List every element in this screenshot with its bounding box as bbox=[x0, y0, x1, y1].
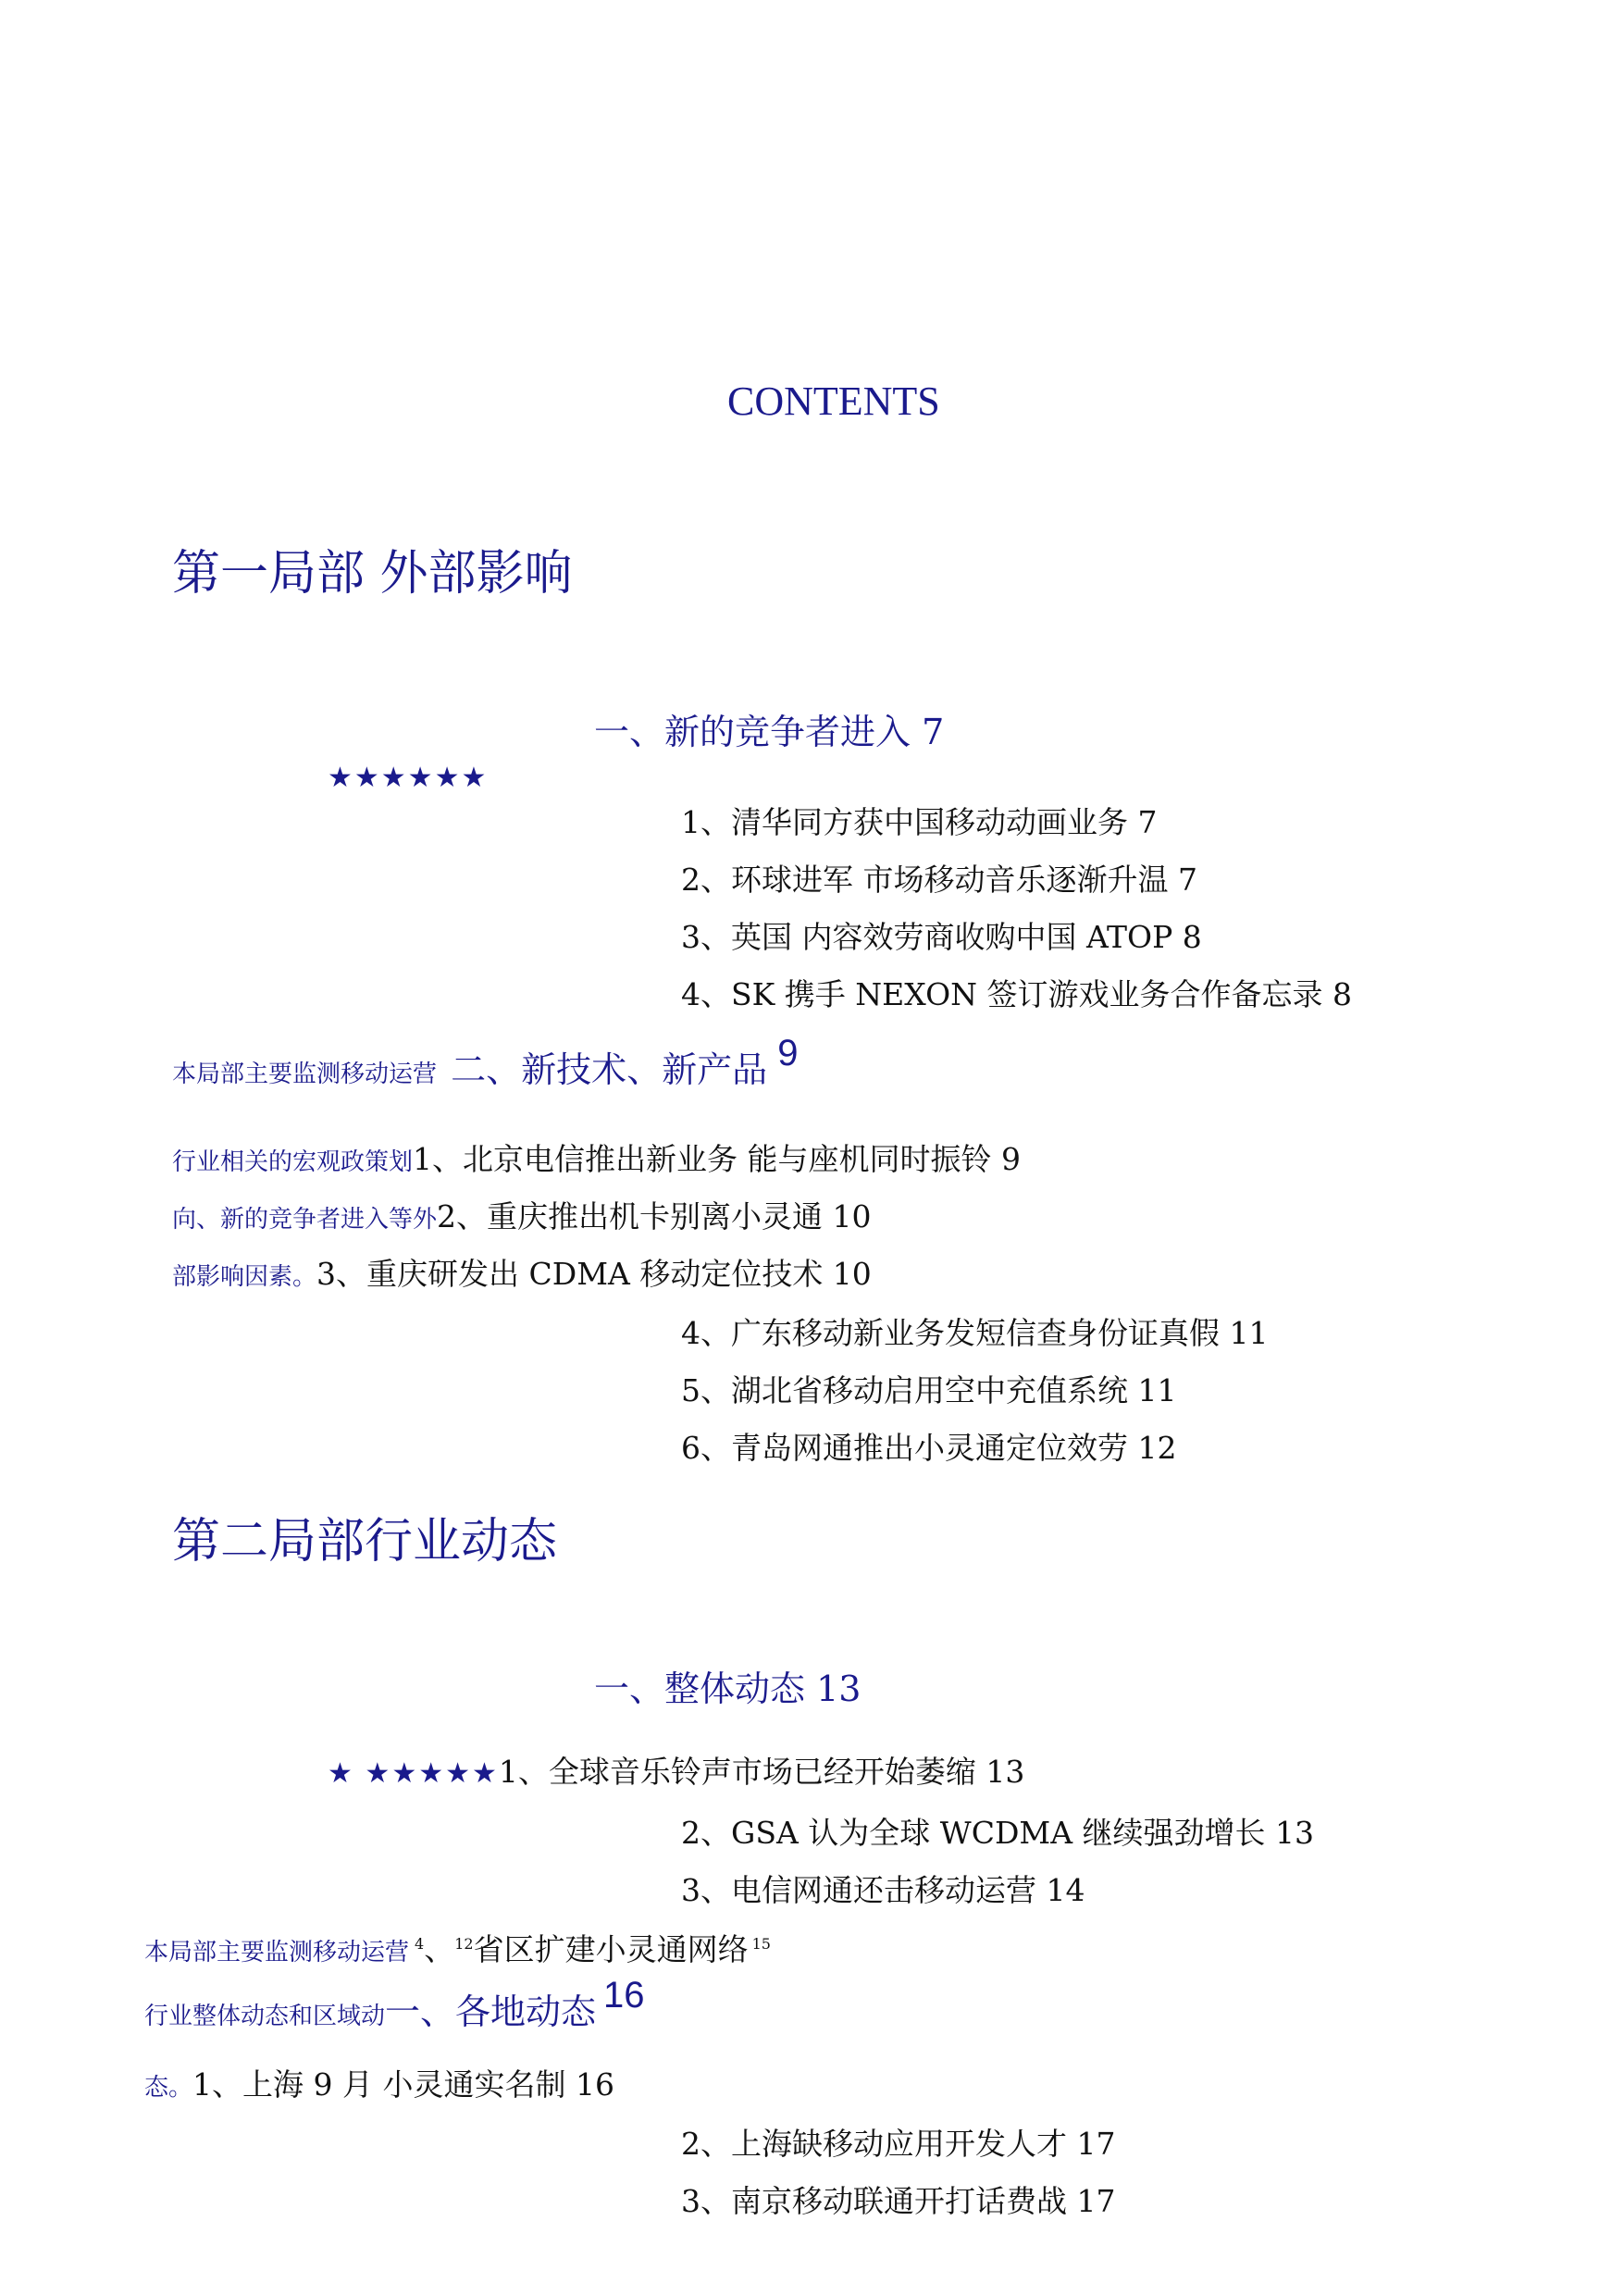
part1-section2-heading[interactable]: 二、新技术、新产品 bbox=[451, 1049, 768, 1090]
part1-section2-row bbox=[172, 1033, 799, 1090]
part1-section1-heading[interactable] bbox=[594, 714, 944, 750]
mixed-row bbox=[144, 1931, 771, 1967]
sidebar-note: 行业相关的宏观政策划 bbox=[172, 1148, 414, 1176]
part2-heading: 第二局部行业动态 bbox=[172, 1514, 558, 1569]
stars-row bbox=[328, 1756, 1024, 1788]
toc-item[interactable]: 3、电信网通还击移动运营 14 bbox=[681, 1872, 1085, 1908]
mixed-row bbox=[172, 1256, 872, 1292]
mixed-row bbox=[144, 1975, 645, 2032]
toc-item[interactable]: 3、重庆研发出 CDMA 移动定位技术 10 bbox=[316, 1256, 872, 1292]
part1-heading: 第一局部 外部影响 bbox=[172, 546, 573, 602]
section-page-number: 13 bbox=[816, 1669, 862, 1709]
sidebar-note: 态。 bbox=[144, 2074, 193, 2102]
sidebar-note: 本局部主要监测移动运营 bbox=[172, 1061, 438, 1088]
mixed-row bbox=[172, 1141, 1021, 1177]
mixed-row bbox=[144, 2066, 614, 2103]
toc-separator: 、 bbox=[424, 1931, 455, 1967]
toc-item[interactable]: 1、全球音乐铃声市场已经开始萎缩 13 bbox=[498, 1754, 1025, 1790]
toc-item[interactable]: 1、北京电信推出新业务 能与座机同时振铃 9 bbox=[413, 1141, 1021, 1177]
sidebar-note: 向、新的竞争者进入等外 bbox=[172, 1206, 438, 1234]
star-rating: ★ ★★★★★ bbox=[328, 1757, 499, 1790]
section-page-number: 7 bbox=[922, 712, 945, 752]
mixed-row bbox=[172, 1198, 872, 1234]
sidebar-note: 行业整体动态和区域动 bbox=[144, 2003, 386, 2030]
part2-section2-heading[interactable]: 一、各地动态 bbox=[385, 1991, 597, 2032]
toc-item[interactable]: 4、SK 携手 NEXON 签订游戏业务合作备忘录 8 bbox=[681, 976, 1353, 1012]
section-page-number: 9 bbox=[777, 1033, 799, 1073]
page-title: CONTENTS bbox=[727, 378, 940, 424]
section-page-number: 16 bbox=[603, 1975, 645, 2016]
superscript: 12 bbox=[454, 1935, 474, 1953]
toc-item[interactable]: 1、上海 9 月 小灵通实名制 16 bbox=[192, 2066, 614, 2103]
superscript: 4 bbox=[415, 1935, 425, 1953]
toc-item[interactable]: 2、环球进军 市场移动音乐逐渐升温 7 bbox=[681, 862, 1197, 898]
sidebar-note: 部影响因素。 bbox=[172, 1263, 317, 1291]
toc-item[interactable]: 2、上海缺移动应用开发人才 17 bbox=[681, 2126, 1116, 2162]
superscript: 15 bbox=[751, 1935, 771, 1953]
sidebar-note: 本局部主要监测移动运营 bbox=[144, 1939, 410, 1966]
section-label: 一、整体动态 bbox=[594, 1669, 806, 1709]
toc-item[interactable]: 6、青岛网通推出小灵通定位效劳 12 bbox=[681, 1430, 1177, 1466]
star-rating: ★★★★★★ bbox=[328, 762, 489, 794]
toc-item[interactable]: 3、南京移动联通开打话费战 17 bbox=[681, 2183, 1116, 2219]
toc-item[interactable]: 1、清华同方获中国移动动画业务 7 bbox=[681, 804, 1158, 840]
toc-item[interactable]: 5、湖北省移动启用空中充值系统 11 bbox=[681, 1372, 1177, 1408]
toc-item[interactable]: 省区扩建小灵通网络 bbox=[473, 1931, 749, 1967]
section-label: 一、新的竞争者进入 bbox=[594, 712, 911, 752]
toc-item[interactable]: 3、英国 内容效劳商收购中国 ATOP 8 bbox=[681, 919, 1202, 955]
toc-item[interactable]: 2、重庆推出机卡别离小灵通 10 bbox=[437, 1198, 872, 1234]
toc-item[interactable]: 4、广东移动新业务发短信查身份证真假 11 bbox=[681, 1315, 1269, 1351]
toc-item[interactable]: 2、GSA 认为全球 WCDMA 继续强劲增长 13 bbox=[681, 1815, 1314, 1851]
part2-section1-heading[interactable] bbox=[594, 1669, 862, 1709]
